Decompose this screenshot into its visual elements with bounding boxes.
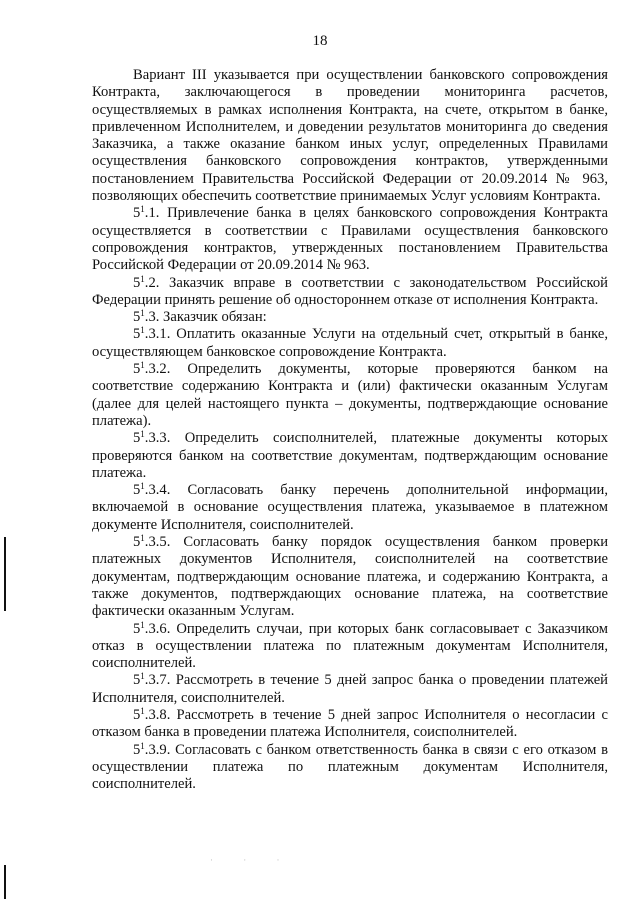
- paragraph-5-1-3-6: [92, 621, 608, 673]
- clause-number: $5^1.3.4$.: [133, 481, 171, 499]
- page-number: 18: [312, 33, 328, 49]
- paragraph-5-1-3-2: [92, 361, 608, 430]
- paragraph-text: Согласовать банку порядок осуществления банком проверки платежных документов Исполнителя, соисполнителей на соответствие документам, подтверждающим основание платежа, и содержанию Контракта, а также документов, подтверждающих основание платежа, на соответствие фактически оказанным Услугам.: [92, 534, 608, 620]
- paragraph-5-1-3-4: [92, 482, 608, 534]
- paragraph-variant-3: [92, 67, 608, 205]
- paragraph-text: Оплатить оказанные Услуги на отдельный счет, открытый в банке, осуществляющем банковское сопровождение Контракта.: [92, 326, 608, 360]
- clause-number: $5^1.3.3$.: [133, 429, 171, 447]
- clause-number: $5^1.3.9$.: [133, 740, 171, 758]
- paragraph-text: Заказчик вправе в соответствии с законодательством Российской Федерации принять решение об одностороннем отказе от исполнения Контракта.: [92, 274, 608, 308]
- clause-number: $5^1.3.7$.: [133, 671, 171, 689]
- paragraph-text: Согласовать банку перечень дополнительной информации, включаемой в основание осуществления платежа, указываемое в платежном документе Исполнителя, соисполнителей.: [92, 482, 608, 533]
- paragraph-text: Заказчик обязан:: [163, 309, 267, 326]
- paragraph-5-1-3-8: [92, 707, 608, 742]
- paragraph-text: Определить документы, которые проверяются банком на соответствие содержанию Контракта и (или) фактически оказанным Услугам (далее для целей настоящего пункта – документы, подтверждающие основание платежа).: [92, 361, 608, 429]
- clause-number: $5^1.2$.: [133, 273, 160, 291]
- paragraph-text: Согласовать с банком ответственность банка в связи с его отказом в осуществлении платежа по платежным документам Исполнителя, соисполнителей.: [92, 741, 608, 793]
- paragraph-5-1-1: [92, 205, 608, 274]
- clause-number: $5^1.3$.: [133, 308, 160, 326]
- clause-number: $5^1.1$.: [133, 204, 160, 222]
- paragraph-text: Привлечение банка в целях банковского сопровождения Контракта осуществляется в соответствии с Правилами осуществления банковского сопровождения контрактов, утвержденных постановлением Правительства Российской Федерации от 20.09.2014 № 963.: [92, 205, 608, 274]
- paragraph-5-1-3-3: [92, 430, 608, 482]
- paragraph-5-1-3: [92, 309, 608, 326]
- paragraph-5-1-3-5: [92, 534, 608, 620]
- document-body: [92, 67, 608, 793]
- scan-noise: · · ·: [210, 855, 294, 865]
- clause-number: $5^1.3.2$.: [133, 360, 171, 378]
- paragraph-text: Рассмотреть в течение 5 дней запрос Исполнителя о несогласии с отказом банка в проведении платежа Исполнителя, соисполнителей.: [92, 706, 608, 741]
- paragraph-5-1-3-9: [92, 742, 608, 794]
- paragraph-5-1-2: [92, 275, 608, 310]
- clause-number: $5^1.3.5$.: [133, 533, 171, 551]
- paragraph-text: Определить случаи, при которых банк согласовывает с Заказчиком отказ в осуществлении платежа по платежным документам Исполнителя, соисполнителей.: [92, 620, 608, 672]
- clause-number: $5^1.3.6$.: [133, 619, 171, 637]
- scan-margin-mark: [4, 537, 6, 611]
- clause-number: $5^1.3.8$.: [133, 705, 171, 723]
- paragraph-5-1-3-7: [92, 672, 608, 707]
- paragraph-text: Вариант III указывается при осуществлении банковского сопровождения Контракта, заключающегося в проведении мониторинга расчетов, осуществляемых в рамках исполнения Контракта, на счете, открытом в банке, привлеченном Исполнителем, и доведении результатов мониторинга до сведения Заказчика, а также оказание банком иных услуг, определенных Правилами осуществления банковского сопровождения контрактов, утвержденными постановлением Правительства Российской Федерации от 20.09.2014 № 963, позволяющих обеспечить соответствие принимаемых Услуг условиям Контракта.: [92, 67, 608, 205]
- clause-number: $5^1.3.1$.: [133, 325, 171, 343]
- paragraph-text: Определить соисполнителей, платежные документы которых проверяются банком на соответствие документам, подтверждающим основание платежа.: [92, 430, 608, 481]
- paragraph-text: Рассмотреть в течение 5 дней запрос банка о проведении платежей Исполнителя, соисполнителей.: [92, 672, 608, 706]
- paragraph-5-1-3-1: [92, 326, 608, 361]
- scan-margin-mark: [4, 865, 6, 899]
